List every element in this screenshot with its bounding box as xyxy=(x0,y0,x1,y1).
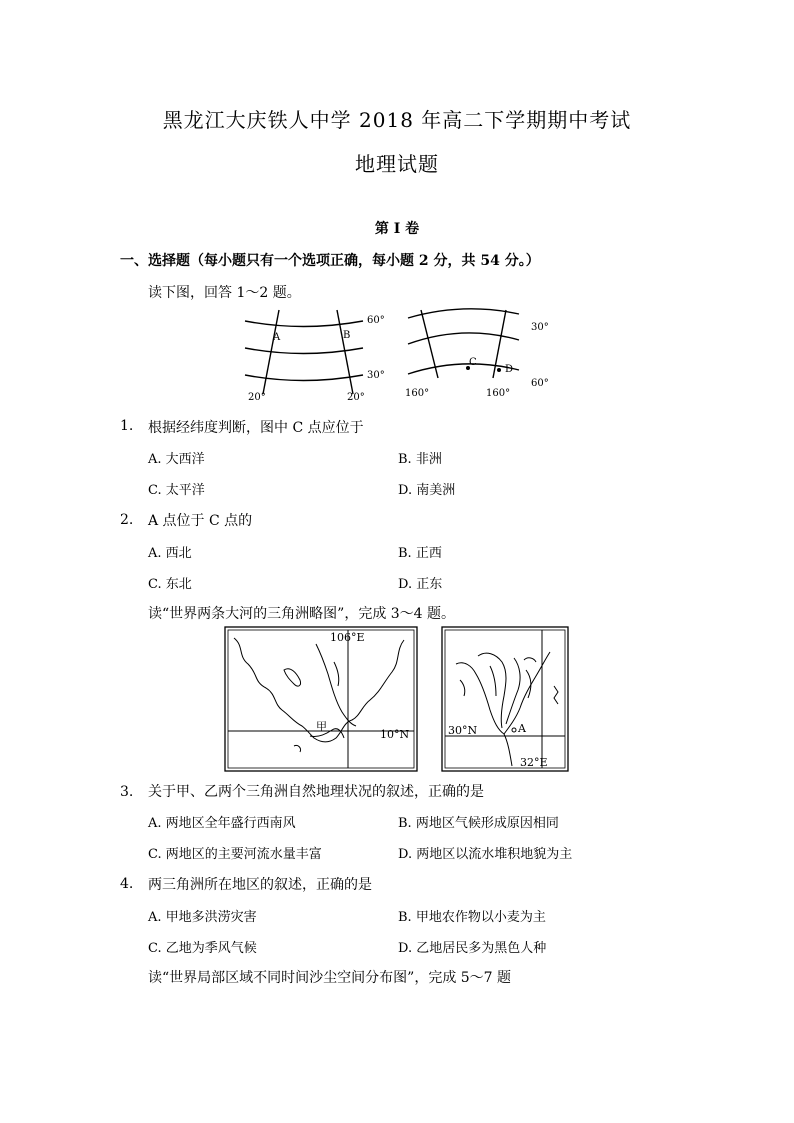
page-title: 黑龙江大庆铁人中学 2018 年高二下学期期中考试 xyxy=(162,108,632,132)
lon-32e-label: 32°E xyxy=(520,756,548,769)
lat-60-label-right: 60° xyxy=(531,378,549,389)
q1-text: 根据经纬度判断，图中 C 点应位于 xyxy=(148,420,364,436)
q1-option-c[interactable]: C. 太平洋 xyxy=(148,483,205,498)
q1-number: 1. xyxy=(120,418,134,434)
delta-maps-figure xyxy=(224,626,570,774)
q4-text: 两三角洲所在地区的叙述，正确的是 xyxy=(148,877,372,893)
point-b-label: B xyxy=(343,330,351,341)
instruction-1: 读下图，回答 1～2 题。 xyxy=(148,285,301,301)
graticule-figure xyxy=(243,308,553,404)
q1-option-d[interactable]: D. 南美洲 xyxy=(398,483,456,498)
q3-option-a[interactable]: A. 两地区全年盛行西南风 xyxy=(148,816,296,831)
q1-option-a[interactable]: A. 大西洋 xyxy=(148,452,205,467)
q2-option-b[interactable]: B. 正西 xyxy=(398,546,442,561)
q1-option-b[interactable]: B. 非洲 xyxy=(398,452,442,467)
lat-60-label-left: 60° xyxy=(367,315,385,326)
lat-30n-label: 30°N xyxy=(448,724,478,737)
lon-106e-label: 106°E xyxy=(330,631,365,644)
q3-option-b[interactable]: B. 两地区气候形成原因相同 xyxy=(398,816,559,831)
q2-option-c[interactable]: C. 东北 xyxy=(148,577,192,592)
point-a-label: A xyxy=(273,332,281,343)
q2-text: A 点位于 C 点的 xyxy=(148,513,253,529)
q3-option-c[interactable]: C. 两地区的主要河流水量丰富 xyxy=(148,847,322,862)
page-subtitle: 地理试题 xyxy=(355,152,439,176)
instruction-3: 读“世界局部区域不同时间沙尘空间分布图”，完成 5～7 题 xyxy=(148,970,512,986)
lat-30-label-right: 30° xyxy=(531,322,549,333)
point-d-label: D xyxy=(505,364,514,375)
lon-20-label-b: 20° xyxy=(347,392,365,403)
point-c-label: C xyxy=(469,357,477,368)
lon-20-label-a: 20° xyxy=(248,392,266,403)
q4-number: 4. xyxy=(120,876,134,892)
q2-option-d[interactable]: D. 正东 xyxy=(398,577,443,592)
q3-text: 关于甲、乙两个三角洲自然地理状况的叙述，正确的是 xyxy=(148,784,484,800)
q2-option-a[interactable]: A. 西北 xyxy=(148,546,192,561)
q4-option-c[interactable]: C. 乙地为季风气候 xyxy=(148,941,257,956)
lat-10n-label: 10°N xyxy=(380,728,410,741)
point-a-delta-label: A xyxy=(518,722,526,735)
q3-option-d[interactable]: D. 两地区以流水堆积地貌为主 xyxy=(398,847,573,862)
jia-label: 甲 xyxy=(316,720,327,733)
lon-160-label-a: 160° xyxy=(405,388,430,399)
instruction-2: 读“世界两条大河的三角洲略图”，完成 3～4 题。 xyxy=(148,606,456,622)
q3-number: 3. xyxy=(120,784,134,800)
volume-label: 第 I 卷 xyxy=(374,221,420,237)
lat-30-label-left: 30° xyxy=(367,370,385,381)
section-heading: 一、选择题（每小题只有一个选项正确，每小题 2 分，共 54 分。） xyxy=(120,253,540,269)
q4-option-d[interactable]: D. 乙地居民多为黑色人种 xyxy=(398,941,547,956)
q4-option-b[interactable]: B. 甲地农作物以小麦为主 xyxy=(398,910,546,925)
q4-option-a[interactable]: A. 甲地多洪涝灾害 xyxy=(148,910,257,925)
q2-number: 2. xyxy=(120,512,134,528)
lon-160-label-b: 160° xyxy=(486,388,511,399)
